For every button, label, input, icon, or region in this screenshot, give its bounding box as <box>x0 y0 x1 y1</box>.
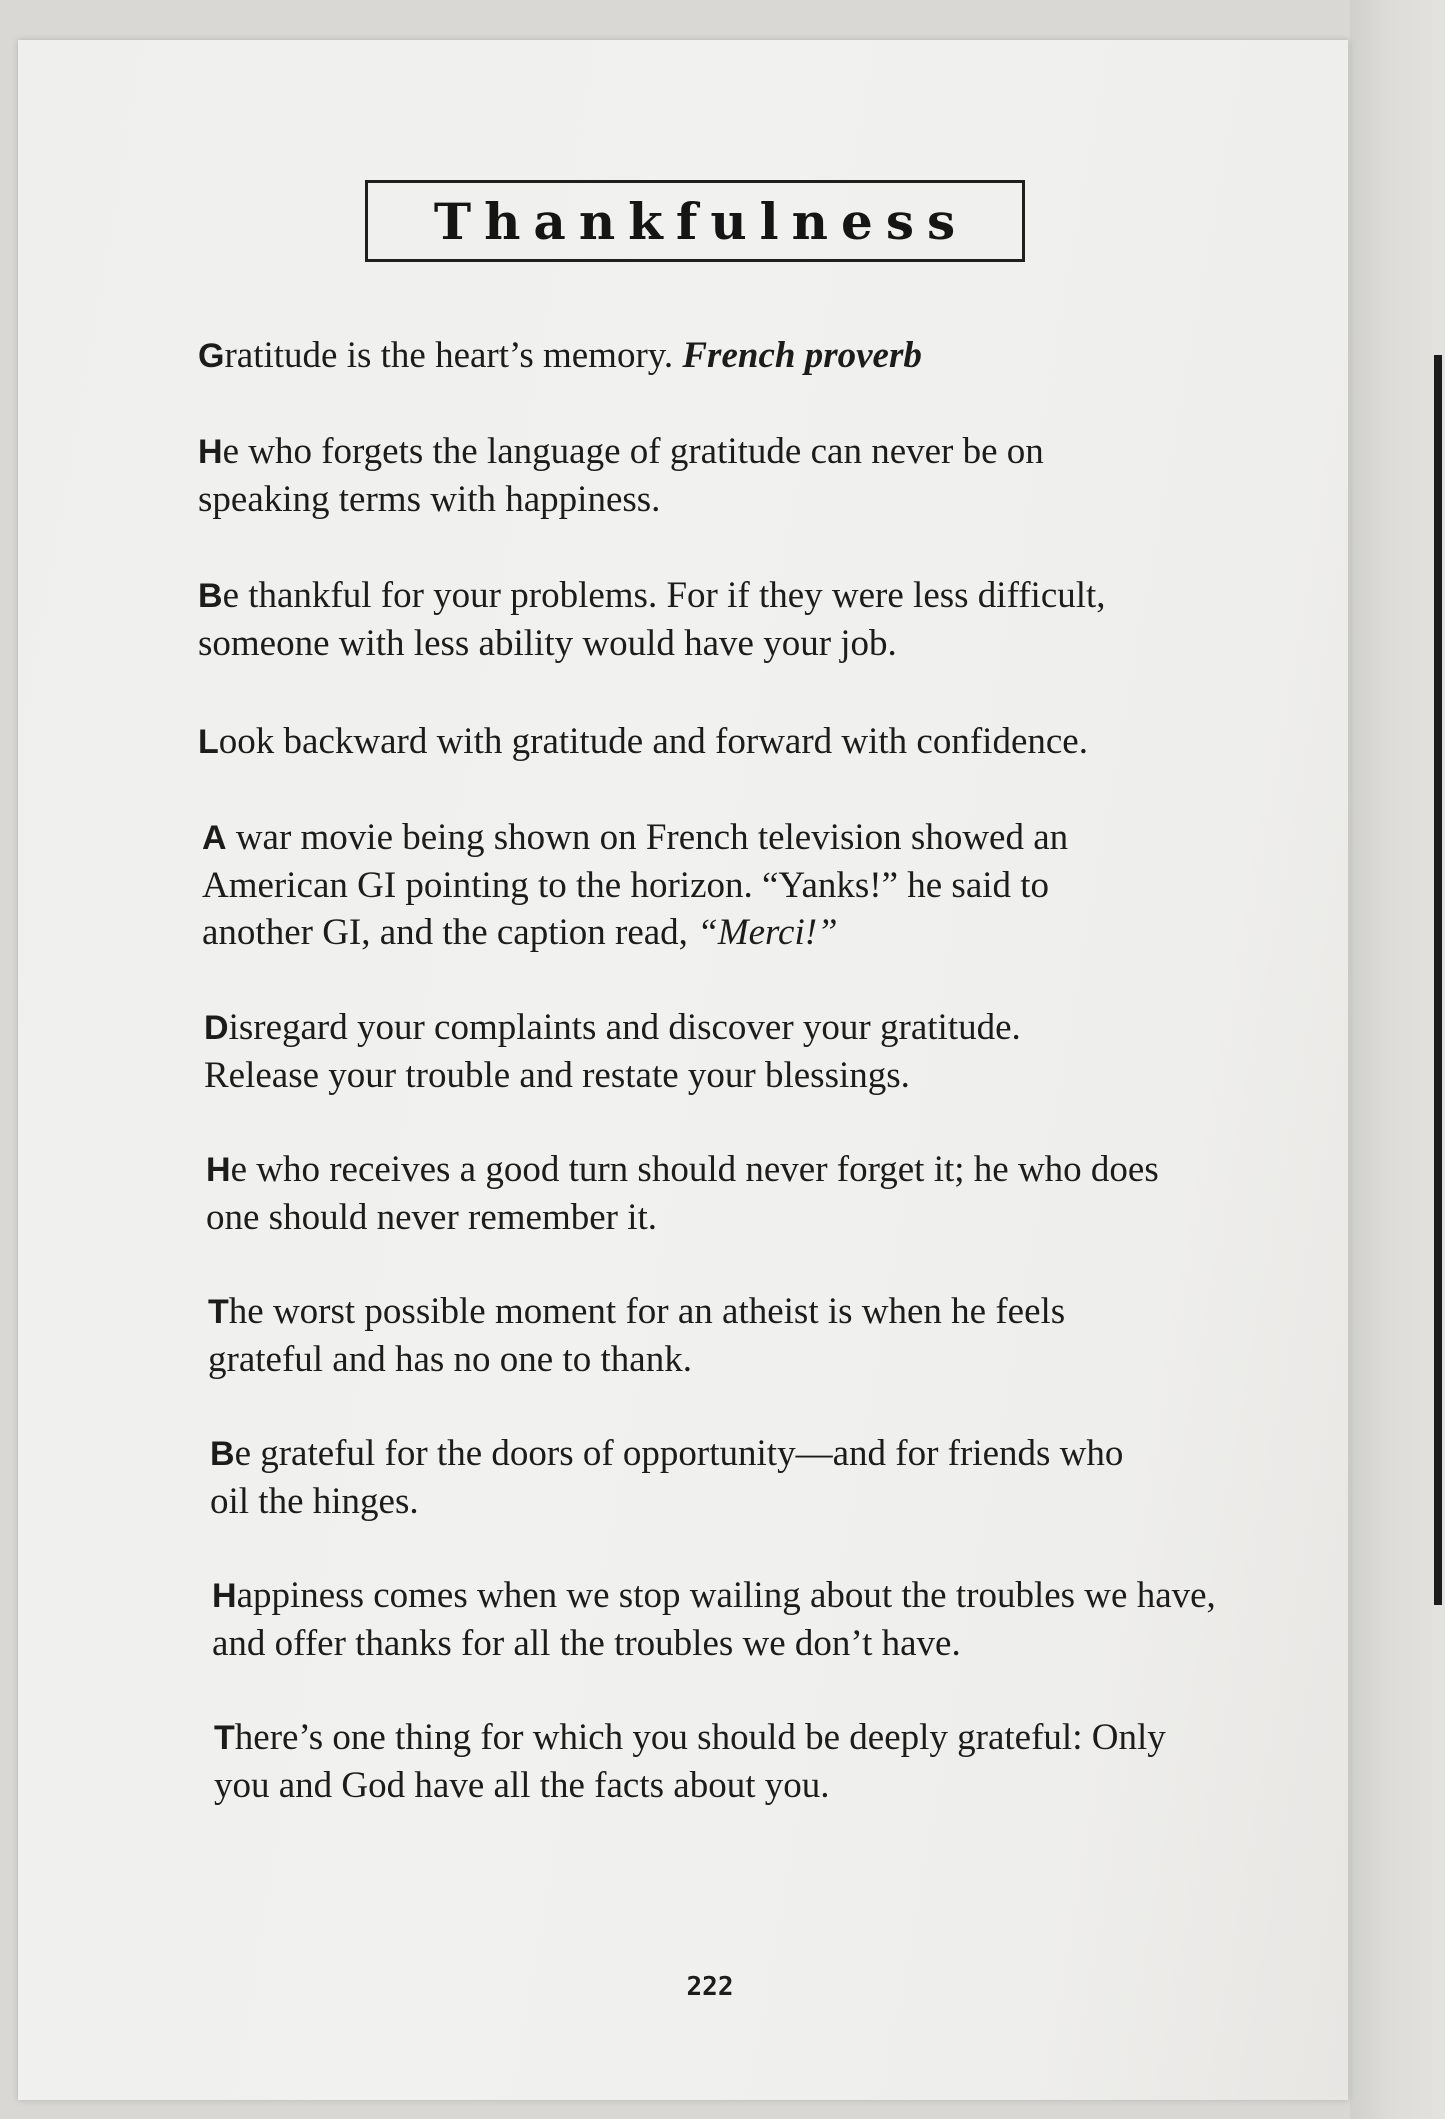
quote-text: e who forgets the language of gratitude can never be on speaking terms with happiness. <box>198 431 1044 520</box>
quote-text: e who receives a good turn should never forget it; he who does one should never remember it. <box>206 1149 1159 1238</box>
quote-text: e thankful for your problems. For if they were less difficult, someone with less ability would have your job. <box>198 575 1106 664</box>
quote-text: e grateful for the doors of opportunity—and for friends who oil the hinges. <box>210 1433 1124 1522</box>
quote-attribution: French proverb <box>682 335 922 376</box>
quote-initial: T <box>214 1719 235 1757</box>
quote-initial: L <box>198 723 219 761</box>
quote-11 <box>214 1714 1194 1809</box>
quote-text: isregard your complaints and discover your gratitude. Release your trouble and restate your blessings. <box>204 1007 1021 1096</box>
quote-text: appiness comes when we stop wailing about the troubles we have, and offer thanks for all the troubles we don’t have. <box>212 1575 1216 1664</box>
page-number: 222 <box>686 1972 734 2002</box>
quote-7 <box>206 1146 1186 1241</box>
adjacent-page-edge <box>1350 0 1445 2119</box>
quote-6 <box>204 1004 1144 1099</box>
title-box <box>365 180 1025 262</box>
quote-text: war movie being shown on French television showed an American GI pointing to the horizon. “Yanks!” he said to another GI, and the caption read, <box>202 817 1069 953</box>
adjacent-page-rule <box>1434 355 1442 1605</box>
quote-text: ook backward with gratitude and forward with confidence. <box>218 721 1088 762</box>
page-title: Thankfulness <box>433 191 969 251</box>
quote-initial: D <box>204 1009 229 1047</box>
quote-5 <box>202 814 1162 956</box>
quote-initial: T <box>208 1293 229 1331</box>
quote-2 <box>198 428 1158 523</box>
quote-initial: H <box>206 1151 231 1189</box>
quote-1 <box>198 332 1218 380</box>
quote-initial: B <box>198 577 223 615</box>
quote-initial: H <box>198 433 223 471</box>
quote-text: ratitude is the heart’s memory. <box>224 335 683 376</box>
quote-italic: “Merci!” <box>697 912 838 953</box>
quote-10 <box>212 1572 1222 1667</box>
quote-initial: A <box>202 819 227 857</box>
quote-initial: G <box>198 337 225 375</box>
quote-initial: B <box>210 1435 235 1473</box>
quote-text: here’s one thing for which you should be deeply grateful: Only you and God have all the facts about you. <box>214 1717 1166 1806</box>
quote-9 <box>210 1430 1170 1525</box>
quote-8 <box>208 1288 1168 1383</box>
quote-4 <box>198 718 1218 766</box>
quote-initial: H <box>212 1577 237 1615</box>
quote-3 <box>198 572 1198 667</box>
quote-text: he worst possible moment for an atheist is when he feels grateful and has no one to thank. <box>208 1291 1066 1380</box>
